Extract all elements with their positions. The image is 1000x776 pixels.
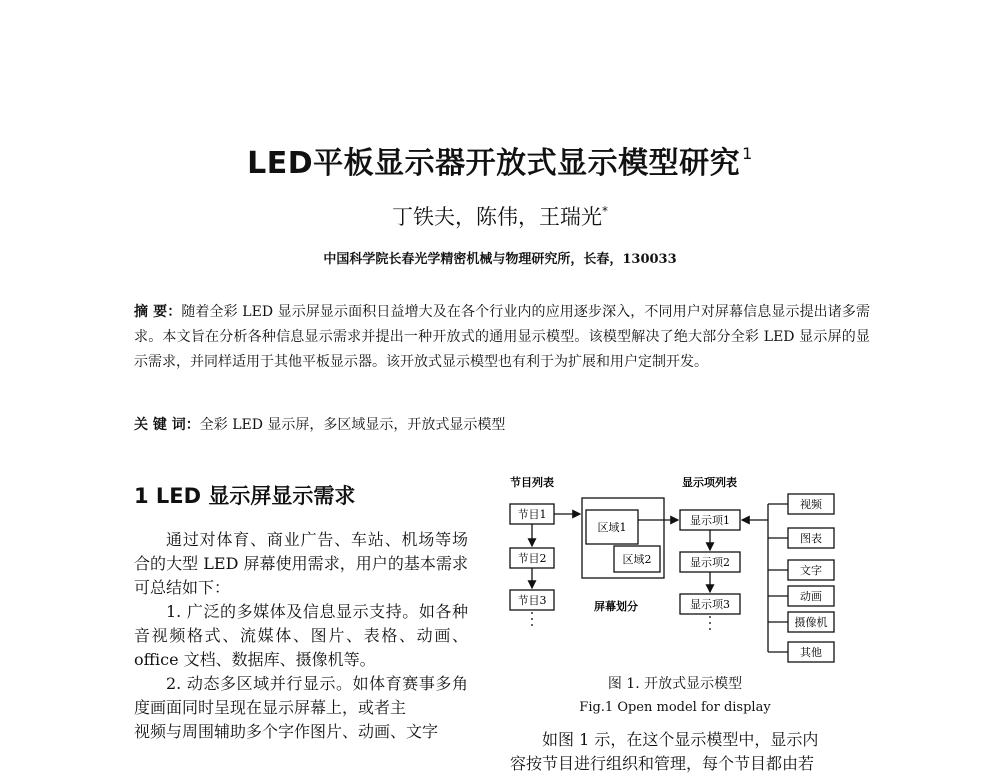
title-footnote-mark: 1 <box>742 144 753 163</box>
left-column <box>134 528 468 744</box>
open-display-model-diagram <box>500 470 850 670</box>
media-label-animation: 动画 <box>800 590 822 603</box>
program-list-label: 节目列表 <box>510 476 554 489</box>
keywords-text: 全彩 LED 显示屏，多区域显示，开放式显示模型 <box>199 417 506 433</box>
paragraph-cutoff: 容按节目进行组织和管理，每个节目都由若 <box>510 754 815 773</box>
author-mark: * <box>602 204 608 218</box>
display-item-list-label: 显示项列表 <box>682 476 737 489</box>
media-label-other: 其他 <box>800 646 822 659</box>
paragraph: 如图 1 示，在这个显示模型中，显示内 <box>542 730 819 749</box>
keywords <box>134 413 870 438</box>
program-label-2: 节目2 <box>517 552 547 565</box>
media-label-video: 视频 <box>800 498 822 511</box>
program-label-1: 节目1 <box>517 508 547 521</box>
paper-title: LED平板显示器开放式显示模型研究 $^1$ <box>247 144 753 181</box>
list-item: 1. 广泛的多媒体及信息显示支持。如各种音视频格式、流媒体、图片、表格、动画、office 文档、数据库、摄像机等。 <box>134 602 468 669</box>
paragraph-cutoff: 视频与周围辅助多个字作图片、动画、文字 <box>134 722 439 741</box>
abstract <box>134 300 870 375</box>
list-item: 2. 动态多区域并行显示。如体育赛事多角度画面同时呈现在显示屏幕上，或者主 <box>134 674 468 717</box>
media-label-camera: 摄像机 <box>794 616 828 629</box>
media-label-chart: 图表 <box>800 532 822 545</box>
keywords-label: 关 键 词： <box>134 417 200 433</box>
figure-caption-en: Fig.1 Open model for display <box>579 700 771 715</box>
section-title: 1 LED 显示屏显示需求 <box>134 484 356 508</box>
display-item-label-3: 显示项3 <box>690 598 730 611</box>
paragraph: 通过对体育、商业广告、车站、机场等场合的大型 LED 屏幕使用需求，用户的基本需求可总结如下： <box>134 530 468 597</box>
author-list: 丁铁夫，陈伟，王瑞光* <box>392 204 608 229</box>
display-item-label-2: 显示项2 <box>690 556 730 569</box>
abstract-label: 摘 要： <box>134 304 182 320</box>
program-label-3: 节目3 <box>517 594 547 607</box>
right-column <box>510 728 850 776</box>
figure-caption-cn: 图 1. 开放式显示模型 <box>607 676 743 692</box>
media-label-text: 文字 <box>800 564 822 577</box>
screen-division-label: 屏幕划分 <box>594 600 638 613</box>
abstract-text: 随着全彩 LED 显示屏显示面积日益增大及在各个行业内的应用逐步深入，不同用户对屏幕信息显示提出诸多需求。本文旨在分析各种信息显示需求并提出一种开放式的通用显示模型。该模型解决了绝大部分全彩 LED 显示屏的显示需求，并同样适用于其他平板显示器。该开放式显示模型也有利于为扩展和用户定制开发。 <box>134 304 871 370</box>
display-item-label-1: 显示项1 <box>690 514 730 527</box>
region-label-1: 区域1 <box>597 521 627 534</box>
region-label-2: 区域2 <box>622 553 652 566</box>
affiliation: 中国科学院长春光学精密机械与物理研究所，长春，130033 <box>323 252 677 267</box>
